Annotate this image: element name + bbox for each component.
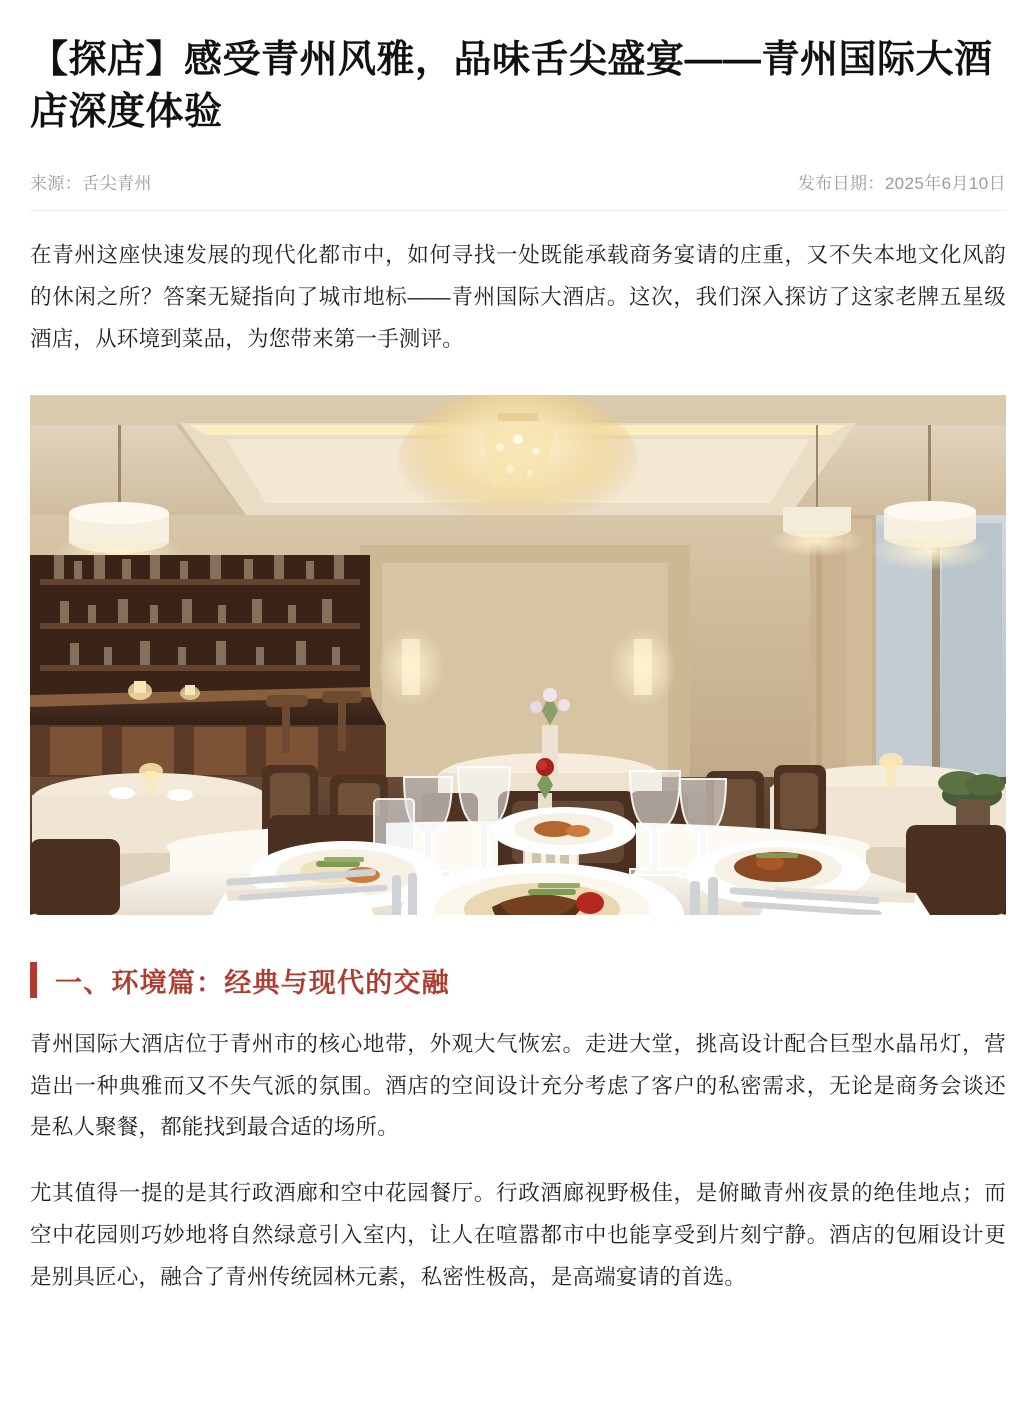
date-label: 发布日期： (797, 173, 885, 193)
section-heading-environment (30, 961, 1006, 1000)
source-label: 来源： (30, 173, 83, 193)
lead-paragraph: 在青州这座快速发展的现代化都市中，如何寻找一处既能承载商务宴请的庄重，又不失本地文化风韵的休闲之所？答案无疑指向了城市地标——青州国际大酒店。这次，我们深入探访了这家老牌五星级酒店，从环境到菜品，为您带来第一手测评。 (30, 242, 1006, 351)
hero-image-wrap (30, 395, 1006, 915)
section-accent-bar (30, 962, 37, 998)
meta-divider (30, 210, 1006, 211)
section-body-environment (30, 1024, 1006, 1300)
restaurant-interior-photo (30, 395, 1006, 915)
article-source (30, 169, 152, 194)
date-value: 2025年6月10日 (884, 173, 1006, 193)
section-title: 一、环境篇：经典与现代的交融 (55, 967, 450, 998)
section-paragraph: 青州国际大酒店位于青州市的核心地带，外观大气恢宏。走进大堂，挑高设计配合巨型水晶吊灯，营造出一种典雅而又不失气派的氛围。酒店的空间设计充分考虑了客户的私密需求，无论是商务会谈还是私人聚餐，都能找到最合适的场所。 (30, 1031, 1006, 1140)
article-date (798, 169, 1006, 194)
article-meta (30, 169, 1006, 194)
source-value: 舌尖青州 (82, 173, 152, 193)
section-paragraph: 尤其值得一提的是其行政酒廊和空中花园餐厅。行政酒廊视野极佳，是俯瞰青州夜景的绝佳地点；而空中花园则巧妙地将自然绿意引入室内，让人在喧嚣都市中也能享受到片刻宁静。酒店的包厢设计更是别具匠心，融合了青州传统园林元素，私密性极高，是高端宴请的首选。 (30, 1181, 1006, 1290)
page-title: 【探店】感受青州风雅，品味舌尖盛宴——青州国际大酒店深度体验 (30, 39, 993, 134)
